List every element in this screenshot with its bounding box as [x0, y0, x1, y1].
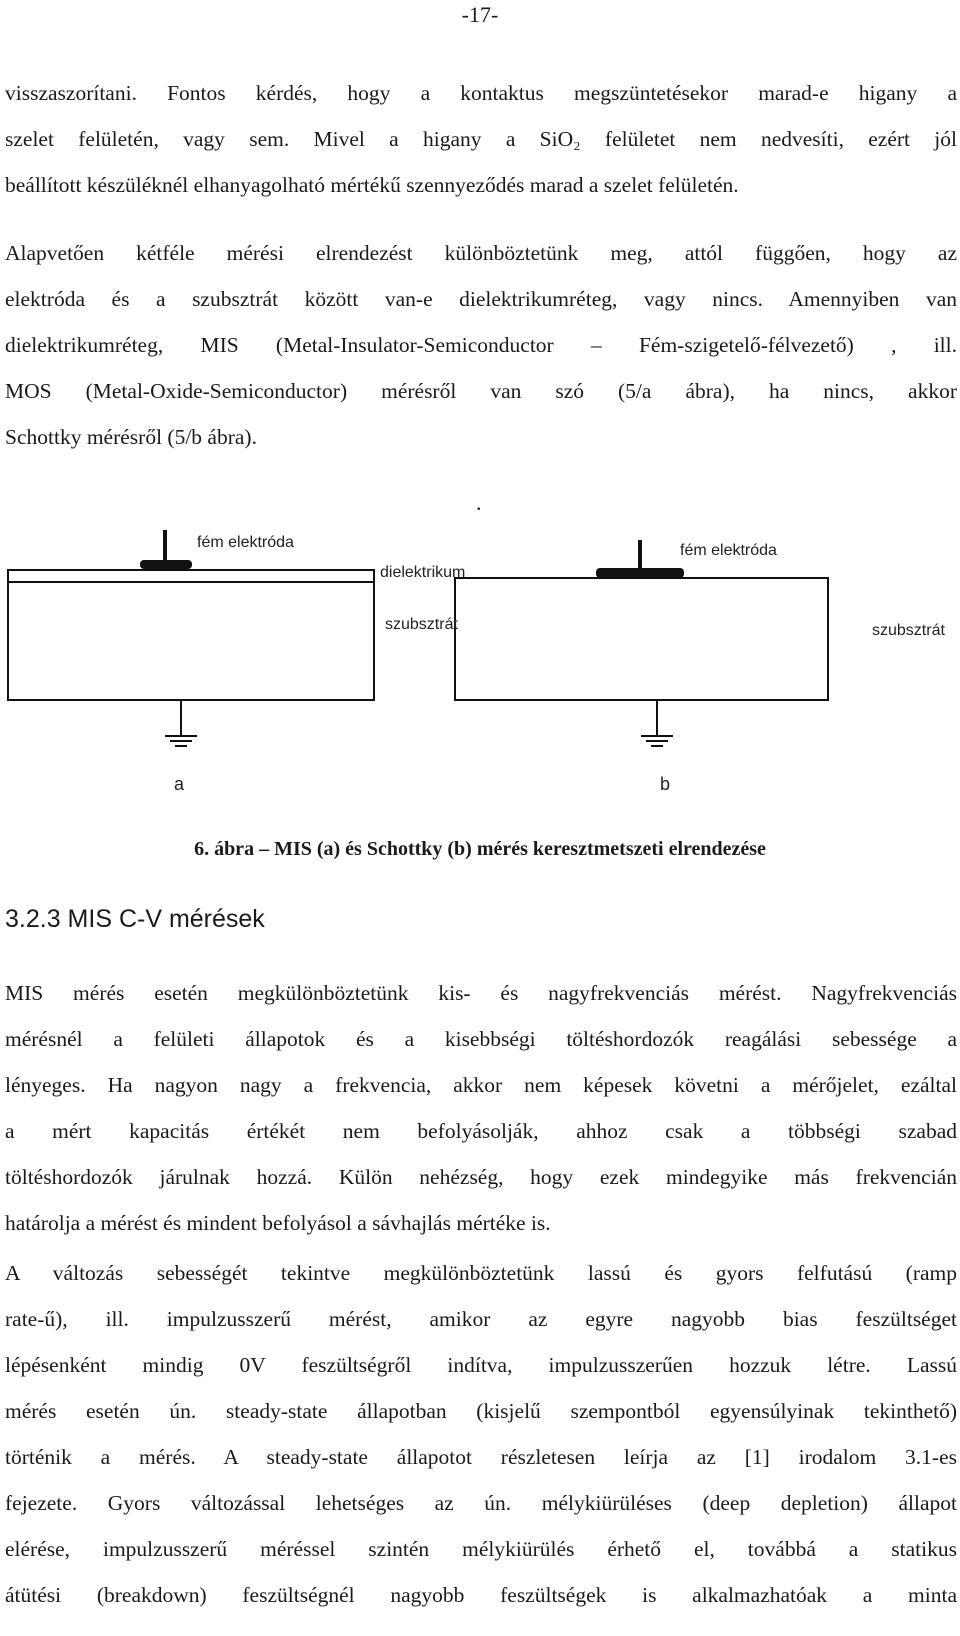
text-line: A változás sebességét tekintve megkülönböztetünk lassú és gyors felfutású (ramp — [5, 1261, 957, 1285]
text-line: elektróda és a szubsztrát között van-e dielektrikumréteg, vagy nincs. Amennyiben van — [5, 287, 957, 311]
metal-electrode-label-b: fém elektróda — [680, 542, 777, 559]
dielectric-label: dielektrikum — [380, 564, 466, 581]
substrate-label-a: szubsztrát — [385, 616, 458, 633]
text-line: beállított készüléknél elhanyagolható mértékű szennyeződés marad a szelet felületén. — [5, 173, 739, 197]
text-line: fejezete. Gyors változással lehetséges az ún. mélykiürüléses (deep depletion) állapot — [5, 1491, 957, 1515]
text-line: mérésnél a felületi állapotok és a kisebbségi töltéshordozók reagálási sebessége a — [5, 1027, 957, 1051]
text-line: a mért kapacitás értékét nem befolyásolják, ahhoz csak a többségi szabad — [5, 1119, 957, 1143]
text-line: Schottky mérésről (5/b ábra). — [5, 425, 257, 449]
text-line: szelet felületén, vagy sem. Mivel a higany a SiO₂ felületet nem nedvesíti, ezért jól — [5, 127, 957, 151]
metal-electrode-label-a: fém elektróda — [197, 534, 294, 551]
text-line: töltéshordozók járulnak hozzá. Külön nehézség, hogy ezek mindegyike más frekvencián — [5, 1165, 957, 1189]
figure-caption: 6. ábra – MIS (a) és Schottky (b) mérés keresztmetszeti elrendezése — [194, 838, 766, 860]
metal-electrode-b — [596, 568, 684, 578]
text-line: határolja a mérést és mindent befolyásol a sávhajlás mértéke is. — [5, 1211, 551, 1235]
paragraph-intro — [5, 70, 957, 208]
cross-section-figure — [0, 530, 960, 810]
text-line: lényeges. Ha nagyon nagy a frekvencia, akkor nem képesek követni a mérőjelet, ezáltal — [5, 1073, 957, 1097]
dielectric-layer — [8, 570, 374, 582]
panel-label-a: a — [174, 774, 185, 794]
text-line: dielektrikumréteg, MIS (Metal-Insulator-Semiconductor – Fém-szigetelő-félvezető) , ill. — [5, 333, 957, 357]
text-line: visszaszorítani. Fontos kérdés, hogy a kontaktus megszüntetésekor marad-e higany a — [5, 81, 957, 105]
paragraph-measurement-arrangement — [5, 230, 957, 460]
text-line: rate-ű), ill. impulzusszerű mérést, amikor az egyre nagyobb bias feszültséget — [5, 1307, 957, 1331]
substrate-a — [8, 582, 374, 700]
paragraph-change-rate — [5, 1250, 957, 1618]
paragraph-mis-measurement — [5, 970, 957, 1246]
text-line: elérése, impulzusszerű méréssel szintén mélykiürülés érhető el, továbbá a statikus — [5, 1537, 957, 1561]
text-line: lépésenként mindig 0V feszültségről indítva, impulzusszerűen hozzuk létre. Lassú — [5, 1353, 957, 1377]
page-number: -17- — [461, 2, 499, 27]
schottky-diagram-b — [455, 540, 828, 746]
stray-dot: . — [476, 490, 482, 515]
text-line: MOS (Metal-Oxide-Semiconductor) mérésről van szó (5/a ábra), ha nincs, akkor — [5, 379, 957, 403]
text-line: mérés esetén ún. steady-state állapotban (kisjelű szempontból egyensúlyinak tekinthető) — [5, 1399, 957, 1423]
substrate-label-b: szubsztrát — [872, 622, 945, 639]
section-heading: 3.2.3 MIS C-V mérések — [5, 905, 265, 933]
panel-label-b: b — [660, 774, 671, 794]
substrate-b — [455, 578, 828, 700]
metal-electrode-a — [140, 560, 192, 569]
mis-diagram-a — [8, 530, 374, 746]
text-line: Alapvetően kétféle mérési elrendezést különböztetünk meg, attól függően, hogy az — [5, 241, 957, 265]
text-line: történik a mérés. A steady-state állapotot részletesen leírja az [1] irodalom 3.1-es — [5, 1445, 957, 1469]
text-line: MIS mérés esetén megkülönböztetünk kis- és nagyfrekvenciás mérést. Nagyfrekvenciás — [5, 981, 957, 1005]
cross-section-diagram — [0, 530, 960, 810]
text-line: átütési (breakdown) feszültségnél nagyobb feszültségek is alkalmazhatóak a minta — [5, 1583, 957, 1607]
